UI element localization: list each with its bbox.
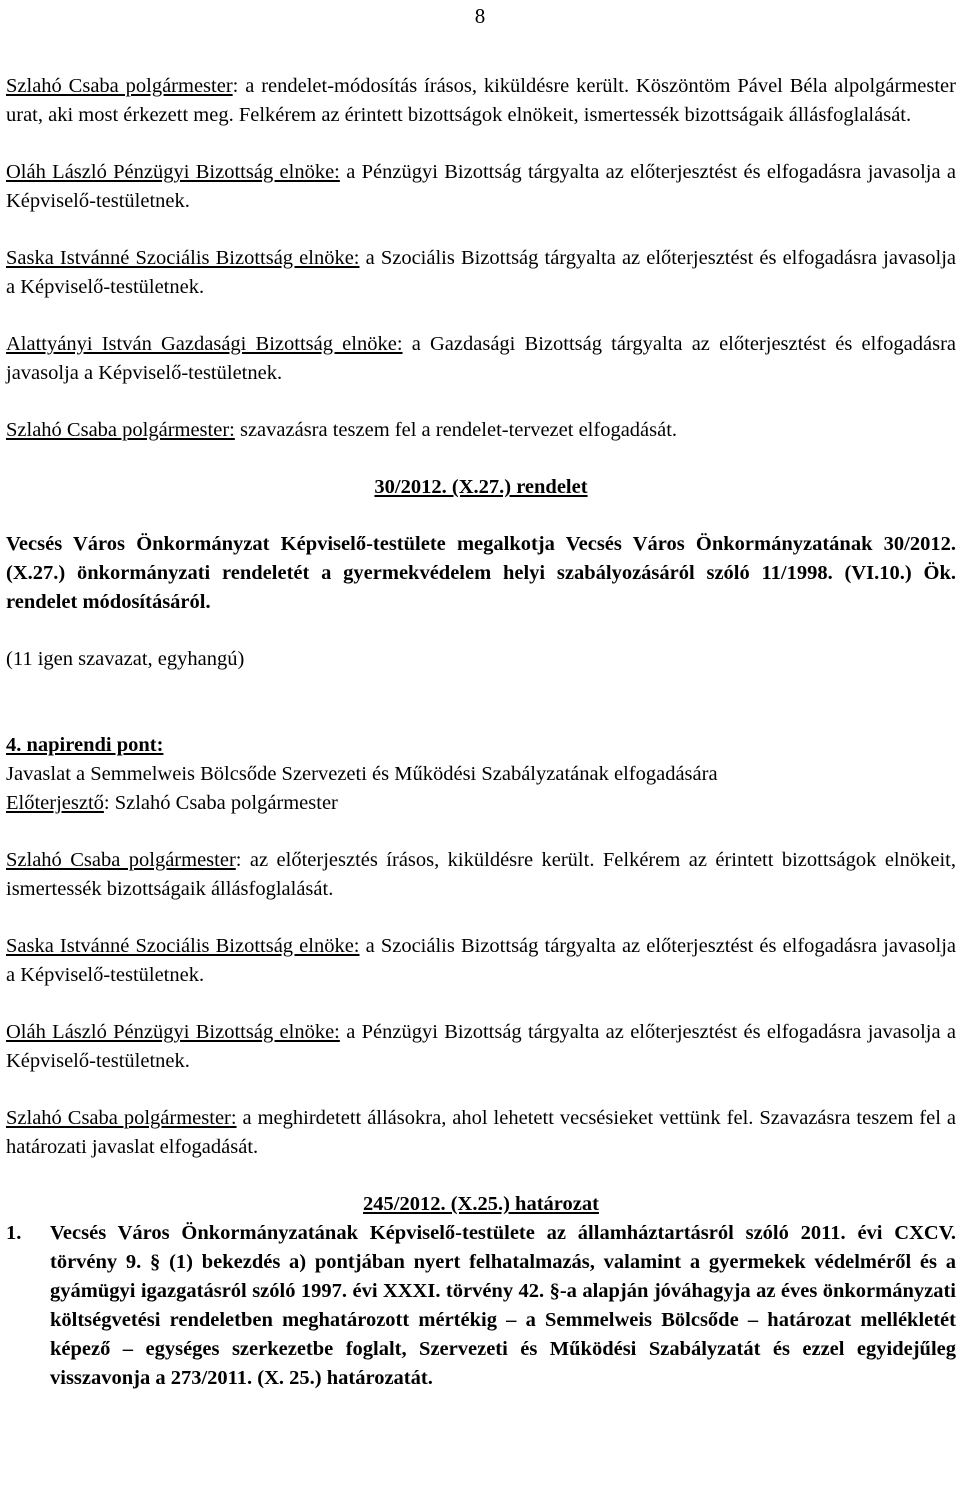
speaker-name: Saska Istvánné Szociális Bizottság elnöke: bbox=[6, 935, 360, 957]
agenda-presenter bbox=[6, 789, 956, 818]
speaker-name: Szlahó Csaba polgármester: bbox=[6, 1107, 237, 1129]
speaker-name: Szlahó Csaba polgármester: bbox=[6, 419, 235, 441]
statement-text: a Szociális Bizottság tárgyalta az előterjesztést és elfogadásra javasolja a Képviselő-testületnek. bbox=[6, 935, 957, 986]
decree-title: 30/2012. (X.27.) rendelet bbox=[374, 476, 588, 498]
decree-body: Vecsés Város Önkormányzat Képviselő-testülete megalkotja Vecsés Város Önkormányzatának 30/2012. (X.27.) önkormányzati rendeletét a gyermekvédelem helyi szabályozásáról szóló 11/1998. (VI.10.) Ök. rendelet módosításáról. bbox=[6, 533, 956, 613]
resolution-item-number: 1. bbox=[6, 1222, 22, 1244]
speaker-name: Szlahó Csaba polgármester bbox=[6, 75, 233, 97]
statement-text: szavazásra teszem fel a rendelet-tervezet elfogadását. bbox=[234, 419, 678, 441]
statement-text: : az előterjesztés írásos, kiküldésre került. Felkérem az érintett bizottságok elnökeit, ismertessék bizottságaik állásfoglalását. bbox=[6, 849, 956, 900]
page-number: 8 bbox=[474, 4, 486, 28]
decree-vote-result: (11 igen szavazat, egyhangú) bbox=[6, 648, 245, 670]
presenter-name: : Szlahó Csaba polgármester bbox=[103, 792, 338, 814]
agenda-item-label: 4. napirendi pont: bbox=[6, 734, 164, 756]
paragraph-finance-committee bbox=[6, 158, 956, 216]
speaker-name: Saska Istvánné Szociális Bizottság elnöke: bbox=[6, 247, 360, 269]
resolution-item bbox=[6, 1219, 956, 1393]
statement-text: a Gazdasági Bizottság tárgyalta az előterjesztést és elfogadásra javasolja a Képviselő-testületnek. bbox=[6, 333, 957, 384]
paragraph-finance-committee-2 bbox=[6, 1018, 956, 1076]
paragraph-economic-committee bbox=[6, 330, 956, 388]
statement-text: a Szociális Bizottság tárgyalta az előterjesztést és elfogadásra javasolja a Képviselő-testületnek. bbox=[6, 247, 957, 298]
resolution-title: 245/2012. (X.25.) határozat bbox=[363, 1193, 599, 1215]
document-body bbox=[6, 72, 956, 1393]
statement-text: : a rendelet-módosítás írásos, kiküldésre került. Köszöntöm Pável Béla alpolgármester urat, aki most érkezett meg. Felkérem az érintett bizottságok elnökeit, ismertessék bizottságaik állásfoglalását. bbox=[6, 75, 956, 126]
resolution-item-text: Vecsés Város Önkormányzatának Képviselő-testülete az államháztartásról szóló 2011. évi CXCV. törvény 9. § (1) bekezdés a) pontjában nyert felhatalmazás, valamint a gyermekek védelméről és a gyámügyi igazgatásról szóló 1997. évi XXXI. törvény 42. §-a alapján jóváhagyja az éves önkormányzati költségvetési rendeletben meghatározott mértékig – a Semmelweis Bölcsőde – határozat mellékletét képező – egységes szerkezetbe foglalt, Szervezeti és Működési Szabályzatát és ezzel egyidejűleg visszavonja a 273/2011. (X. 25.) határozatát. bbox=[50, 1222, 956, 1389]
statement-text: a Pénzügyi Bizottság tárgyalta az előterjesztést és elfogadásra javasolja a Képviselő-testületnek. bbox=[6, 161, 957, 212]
speaker-name: Szlahó Csaba polgármester bbox=[6, 849, 236, 871]
resolution-items bbox=[6, 1219, 956, 1393]
paragraph-social-committee-2 bbox=[6, 932, 956, 990]
paragraph-mayor-vote-call-2 bbox=[6, 1104, 956, 1162]
paragraph-social-committee bbox=[6, 244, 956, 302]
statement-text: a meghirdetett állásokra, ahol lehetett vecsésieket vettünk fel. Szavazásra teszem fel a határozati javaslat elfogadását. bbox=[6, 1107, 956, 1158]
paragraph-mayor-vote-call bbox=[6, 416, 956, 445]
presenter-label: Előterjesztő bbox=[6, 792, 104, 814]
speaker-name: Oláh László Pénzügyi Bizottság elnöke: bbox=[6, 161, 340, 183]
paragraph-mayor-intro-2 bbox=[6, 846, 956, 904]
agenda-subject: Javaslat a Semmelweis Bölcsőde Szervezeti és Működési Szabályzatának elfogadására bbox=[6, 763, 718, 785]
speaker-name: Oláh László Pénzügyi Bizottság elnöke: bbox=[6, 1021, 340, 1043]
paragraph-mayor-intro bbox=[6, 72, 956, 130]
speaker-name: Alattyányi István Gazdasági Bizottság elnöke: bbox=[6, 333, 403, 355]
statement-text: a Pénzügyi Bizottság tárgyalta az előterjesztést és elfogadásra javasolja a Képviselő-testületnek. bbox=[6, 1021, 957, 1072]
